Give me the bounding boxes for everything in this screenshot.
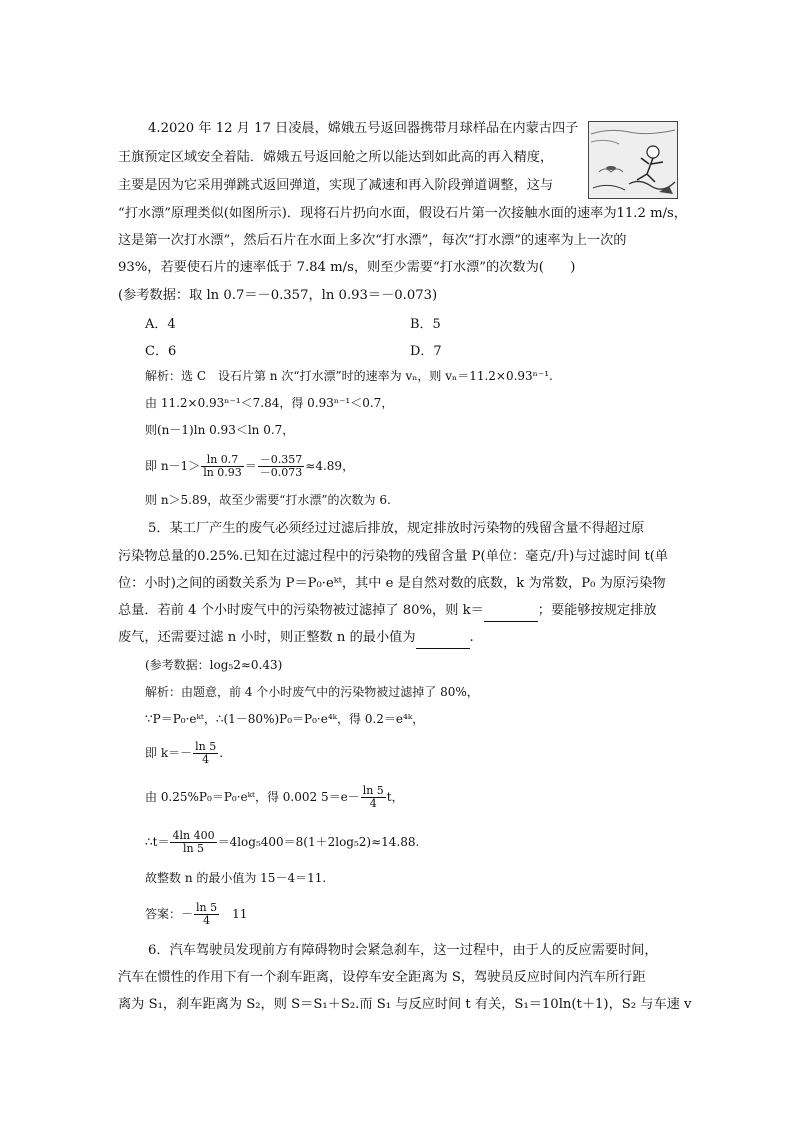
problem6-line-3: 离为 S₁，刹车距离为 S₂，则 S＝S₁＋S₂.而 S₁ 与反应时间 t 有关，S₁＝10ln(t＋1)，S₂ 与车速 v (118, 997, 692, 1012)
fraction-ln400-over-ln5 (170, 830, 216, 855)
fraction-denominator: －0.073 (259, 466, 303, 479)
problem4-reference: (参考数据：取 ln 0.7＝－0.357，ln 0.93＝－0.073) (118, 288, 438, 303)
fraction-numerator: ln 0.7 (201, 454, 244, 467)
problem4-solution-4 (145, 452, 705, 480)
problem4-line-3: 主要是因为它采用弹跳式返回弹道，实现了减速和再入阶段弹道调整，这与 (118, 178, 554, 193)
answer-suffix: 11 (220, 907, 248, 921)
stone-skipping-illustration (588, 121, 678, 199)
problem5-reference: (参考数据：log₅2≈0.43) (145, 658, 283, 672)
problem5-line4-start: 总量．若前 4 个小时废气中的污染物被过滤掉了 80%，则 k＝ (118, 603, 484, 618)
problem5-line5-end: . (469, 630, 474, 645)
problem5-solution-6: 故整数 n 的最小值为 15－4＝11. (145, 871, 327, 885)
problem4-line-2: 王旗预定区域安全着陆．嫦娥五号返回舱之所以能达到如此高的再入精度， (118, 150, 554, 165)
fraction-ln-ratio (201, 454, 244, 479)
fraction-numerator: ln 5 (195, 740, 217, 753)
problem4-line-1: 4.2020 年 12 月 17 日凌晨，嫦娥五号返回器携带月球样品在内蒙古四子 (148, 121, 579, 136)
equals-sign: ＝ (244, 459, 257, 473)
problem5-solution-2: ∵P＝P₀·eᵏᵗ，∴(1－80%)P₀＝P₀·e⁴ᵏ，得 0.2＝e⁴ᵏ， (145, 712, 425, 726)
problem4-solution-5: 则 n＞5.89，故至少需要“打水漂”的次数为 6. (145, 493, 391, 507)
problem5-line-4 (118, 601, 678, 622)
fraction-ln5-over-4 (361, 785, 386, 810)
problem5-line4-end: ；要能够按规定排放 (537, 603, 657, 618)
fraction-denominator: 4 (203, 914, 211, 927)
fraction-denominator: 4 (202, 753, 210, 766)
problem6-line-2: 汽车在惯性的作用下有一个刹车距离，设停车安全距离为 S，驾驶员反应时间内汽车所行距 (118, 970, 646, 985)
solution4-suffix: t， (386, 790, 404, 804)
solution3-prefix: 即 k＝－ (145, 746, 193, 760)
answer-blank-k (484, 601, 538, 622)
problem5-line5-start: 废气，还需要过滤 n 小时，则正整数 n 的最小值为 (118, 630, 416, 645)
fraction-numerator: ln 5 (362, 784, 384, 797)
problem5-line-1: 5．某工厂产生的废气必须经过过滤后排放，规定排放时污染物的残留含量不得超过原 (148, 521, 645, 536)
option-a: A．4 (145, 317, 176, 332)
problem5-solution-1: 解析：由题意，前 4 个小时废气中的污染物被过滤掉了 80%， (145, 685, 479, 699)
problem4-solution-2: 由 11.2×0.93ⁿ⁻¹＜7.84，得 0.93ⁿ⁻¹＜0.7， (145, 396, 394, 410)
problem5-solution-3 (145, 739, 705, 767)
fraction-denominator: ln 0.93 (203, 466, 242, 479)
fraction-denominator: 4 (369, 797, 377, 810)
problem5-solution-5 (145, 828, 705, 856)
problem4-line-5: 这是第一次打水漂”，然后石片在水面上多次“打水漂”，每次“打水漂”的速率为上一次的 (118, 233, 627, 248)
option-d: D．7 (410, 344, 442, 359)
problem5-line-3: 位：小时)之间的函数关系为 P＝P₀·eᵏᵗ，其中 e 是自然对数的底数，k 为常数，P₀ 为原污染物 (118, 576, 666, 591)
option-c: C．6 (145, 344, 177, 359)
problem4-line-4: “打水漂”原理类似(如图所示)．现将石片扔向水面，假设石片第一次接触水面的速率为11.2 m/s， (118, 206, 687, 221)
fraction-denominator: ln 5 (182, 842, 205, 855)
fraction-numeric-ratio (258, 454, 305, 479)
solution4-prefix: 即 n－1＞ (145, 459, 201, 473)
solution3-suffix: . (219, 746, 224, 760)
problem4-line-6: 93%，若要使石片的速率低于 7.84 m/s，则至少需要“打水漂”的次数为( ) (118, 260, 576, 275)
problem5-line-2: 污染物总量的0.25%.已知在过滤过程中的污染物的残留含量 P(单位：毫克/升)与过滤时间 t(单 (118, 549, 669, 564)
fraction-ln5-over-4 (193, 741, 218, 766)
option-b: B．5 (410, 317, 441, 332)
problem5-answer (145, 900, 705, 928)
solution5-suffix: ＝4log₅400＝8(1＋2log₅2)≈14.88. (217, 835, 420, 849)
solution5-prefix: ∴t＝ (145, 835, 170, 849)
fraction-numerator: －0.357 (259, 453, 303, 466)
fraction-numerator: 4ln 400 (172, 829, 215, 842)
solution4-prefix: 由 0.25%P₀＝P₀·eᵏᵗ，得 0.002 5＝e－ (145, 790, 360, 804)
problem5-solution-4 (145, 783, 705, 811)
problem4-solution-1: 解析：选 C 设石片第 n 次“打水漂”时的速率为 vₙ，则 vₙ＝11.2×0.93ⁿ⁻¹. (145, 369, 553, 383)
stone-skipping-drawing (589, 122, 677, 198)
fraction-numerator: ln 5 (196, 901, 218, 914)
problem5-line-5 (118, 628, 678, 649)
answer-blank-n (416, 628, 470, 649)
solution4-suffix: ≈4.89， (305, 459, 355, 473)
answer-prefix: 答案：－ (145, 907, 194, 921)
problem4-solution-3: 则(n－1)ln 0.93＜ln 0.7， (145, 423, 295, 437)
fraction-ln5-over-4 (194, 902, 219, 927)
problem6-line-1: 6．汽车驾驶员发现前方有障碍物时会紧急刹车，这一过程中，由于人的反应需要时间， (148, 943, 658, 958)
